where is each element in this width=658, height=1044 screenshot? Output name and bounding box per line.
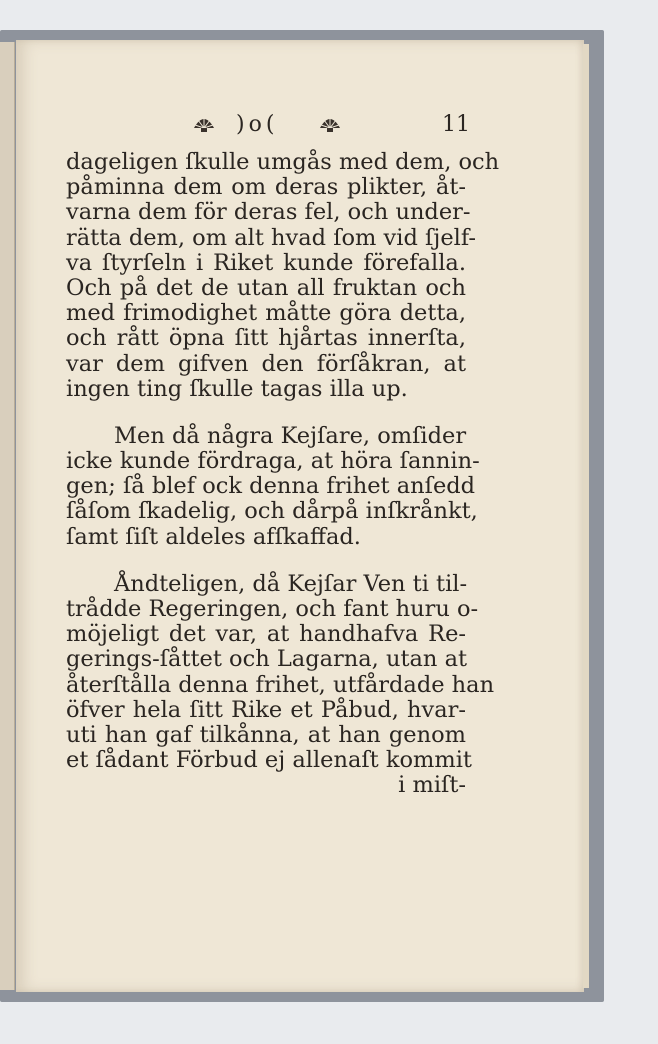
text-line: icke kunde fördraga, at höra ſannin- [66,448,480,475]
shell-ornament-icon [192,114,216,134]
text-line: gen; ſå blef ock denna frihet anſedd [66,473,476,500]
text-line: återſtålla denna frihet, utfårdade han [66,671,495,698]
left-page-edge [0,42,15,990]
text-line: varna dem för deras fel, och under- [66,199,471,226]
text-line: va ſtyrſeln i Riket kunde förefalla. [66,249,466,276]
paragraph-1 [66,149,500,402]
text-line: et ſådant Förbud ej allenaſt kommit [66,747,472,774]
shell-ornament-icon [318,114,342,134]
text-line: trådde Regeringen, och fant huru o- [66,596,479,622]
text-line: möjeligt det var, at handhafva Re- [66,621,466,648]
paragraph-2 [66,422,480,550]
running-head: )o( [236,112,279,137]
text-line: ſåſom ſkadelig, och dårpå inſkrånkt, [66,498,478,525]
text-line: påminna dem om deras plikter, åt- [66,174,466,201]
body-text [66,149,500,799]
text-line: uti han gaf tilkånna, at han genom [66,721,466,748]
catchword: i miſt- [398,772,466,799]
page-number: 11 [442,112,470,137]
text-line: gerings-ſåttet och Lagarna, utan at [66,646,468,673]
text-line: Och på det de utan all fruktan och [66,274,466,301]
page-header [190,112,470,142]
text-line: Men då några Kejſare, omſider [114,422,467,449]
text-line: öfver hela ſitt Rike et Påbud, hvar- [66,696,466,723]
text-line: var dem gifven den förſåkran, at [66,350,466,377]
text-line: med frimodighet måtte göra detta, [66,300,466,327]
text-line: ingen ting ſkulle tagas illa up. [66,375,408,402]
text-line: och rått öpna ſitt hjårtas innerſta, [66,325,466,352]
text-line: ſamt ſiſt aldeles afſkaffad. [66,523,361,550]
text-line: Åndteligen, då Kejſar Ven ti til- [114,570,468,597]
paragraph-3 [66,570,495,774]
page-stack-edge [583,44,589,988]
text-line: rätta dem, om alt hvad ſom vid ſjelf- [66,224,476,251]
text-line: dageligen ſkulle umgås med dem, och [66,149,500,175]
